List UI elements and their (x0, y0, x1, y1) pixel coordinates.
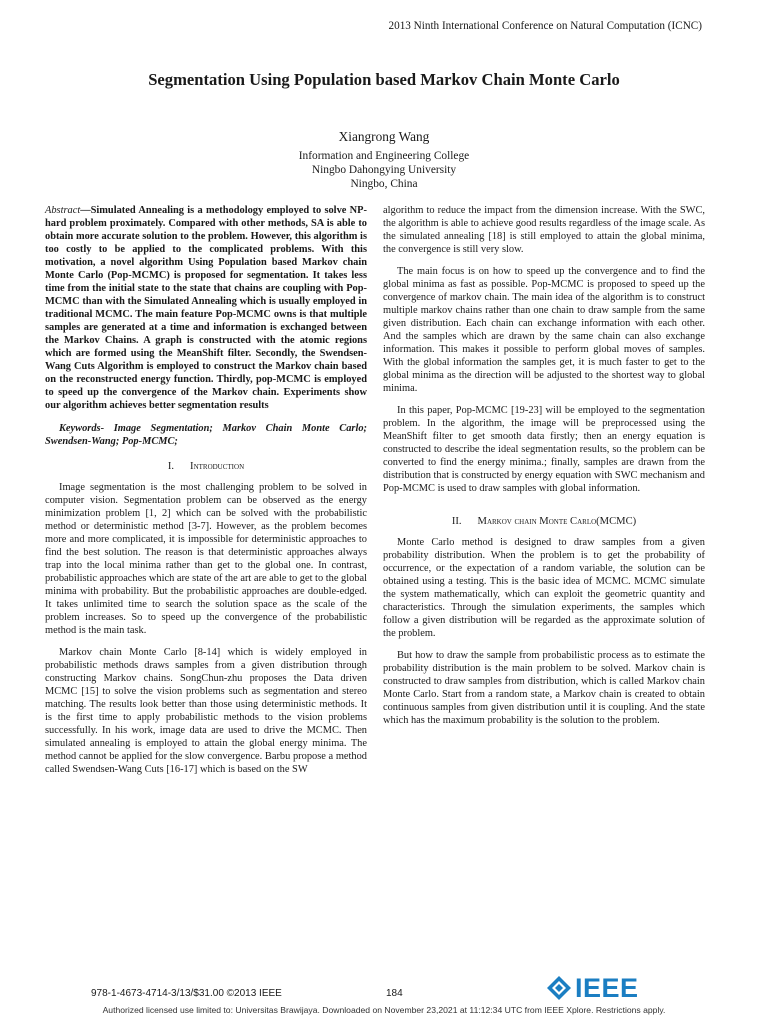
section-heading-introduction (45, 460, 367, 473)
ieee-logo-text: IEEE (575, 972, 639, 1003)
section-heading-mcmc (383, 515, 705, 528)
section-number: I. (167, 461, 175, 472)
body-paragraph: Image segmentation is the most challenging problem to be solved in computer vision. Segmentation problem can be observed as the energy minimization problem [1, 2] which can be solved with the probabilistic method or deterministic method [3-7]. However, as the problem becomes more and more complicated, it is impossible for deterministic approaches to find the best solution. The reason is that deterministic approaches always trap into the local minima rather than get to the global one. In contrast, probabilistic approaches which are state of the art are able to get to the global minima with probability. But the probabilistic approaches are double-edged. It takes unlimited time to search the solution space as the scale of the problem increases. So to speed up the convergence of the probabilistic method is the main task. (45, 482, 367, 636)
abstract (45, 204, 367, 412)
affiliation-line: Ningbo, China (350, 178, 418, 190)
section-title: Markov chain Monte Carlo(MCMC) (477, 516, 637, 527)
abstract-text: —Simulated Annealing is a methodology employed to solve NP-hard problem proximately. Compared with other methods, SA is able to obtain more accurate solution to the problem. However, this algorithm is too costly to be applied to the complicated problems. With this motivation, a novel algorithm Using Population based Markov chain Monte Carlo (Pop-MCMC) is proposed for segmentation. It takes less time from the initial state to the state that chains are coupling with Pop-MCMC than with the Simulated Annealing which is usually employed in traditional MCMC. The main feature Pop-MCMC owns is that multiple samples are generated at a time and information is exchanged between the Markov Chains. A graph is constructed with the atomic regions which are formed using the MeanShift filter. Secondly, the Swendsen-Wang Cuts Algorithm is employed to construct the Markov chain based on the reconstructed energy function. Thirdly, pop-MCMC is employed to speed up the convergence of the Markov chain. Experiments show our algorithm achieves better segmentation results (45, 205, 367, 411)
right-column (383, 204, 705, 736)
page-number: 184 (386, 988, 403, 999)
left-column (45, 204, 367, 785)
paper-title: Segmentation Using Population based Markov Chain Monte Carlo (148, 70, 620, 89)
affiliation (0, 149, 768, 191)
affiliation-line: Ningbo Dahongying University (311, 164, 457, 176)
body-paragraph: Monte Carlo method is designed to draw samples from a given probability distribution. When the problem is to get the probability of occurrence, or the expectation of a random variable, the solution can be obtained using a testing. This is the basic idea of MCMC. MCMC simulate the system mathematically, which can exploit the geometric quantity and characteristics. Through the simulation experiments, the samples which follow a given distribution will be regarded as the approximate solution of the problem. (383, 537, 705, 639)
abstract-label: Abstract (45, 205, 81, 216)
section-title: Introduction (190, 461, 245, 472)
conference-header: 2013 Ninth International Conference on Natural Computation (ICNC) (388, 20, 702, 32)
keywords: Keywords- Image Segmentation; Markov Chain Monte Carlo; Swendsen-Wang; Pop-MCMC; (45, 423, 367, 447)
license-notice: Authorized licensed use limited to: Universitas Brawijaya. Downloaded on November 23,2021 at 11:12:34 UTC from IEEE Xplore. Restrictions apply. (102, 1005, 666, 1015)
body-paragraph: Markov chain Monte Carlo [8-14] which is widely employed in probabilistic methods draws samples from a given distribution through constructing Markov chains. SongChun-zhu proposes the Data driven MCMC [15] to solve the vision problems such as segmentation and stereo matching. The results look better than those using deterministic methods. It is the first time to apply probabilistic methods to the vision problems successfully. In his work, image data are used to drive the MCMC. Then simulated annealing is employed to attain the global energy minima. The method cannot be applied for the slow convergence. Barbu propose a method called Swendsen-Wang Cuts [16-17] which is based on the SW (45, 647, 367, 775)
body-paragraph: In this paper, Pop-MCMC [19-23] will be employed to the segmentation problem. In the algorithm, the image will be preprocessed using the MeanShift filter to get smooth data firstly; then an energy equation is constructed to describe the ideal segmentation results, so the problem can be converted to find the energy minima.; finally, samples are drawn from the distribution that is constructed by energy equation with SWC mechanism and Pop-MCMC is used to draw samples with global information. (383, 405, 705, 494)
isbn-copyright: 978-1-4673-4714-3/13/$31.00 ©2013 IEEE (91, 988, 282, 999)
section-number: II. (451, 516, 462, 527)
body-paragraph: But how to draw the sample from probabilistic process as to estimate the probability distribution is the main problem to be solved. Markov chain is constructed to draw samples from distribution, which is called Markov chain Monte Carlo. Start from a random state, a Markov chain is created to obtain continuous samples from given distribution until it is coupling. And the state which has the maximum probability is the solution to the problem. (383, 650, 705, 726)
ieee-diamond-icon (546, 975, 572, 1001)
ieee-logo (546, 974, 639, 1002)
body-paragraph: algorithm to reduce the impact from the dimension increase. With the SWC, the algorithm is able to achieve good results regardless of the image scale. As the simulated annealing [18] is still employed to attain the global minima, the convergence is still very slow. (383, 205, 706, 255)
author-name: Xiangrong Wang (338, 129, 430, 144)
body-paragraph: The main focus is on how to speed up the convergence and to find the global minima as fast as possible. Pop-MCMC is proposed to speed up the convergence of markov chain. The main idea of the algorithm is to construct multiple markov chains rather than one chain to draw sample from the same given distribution. Each chain can exchange information with each other. And the samples which are drawn by the same chain can also exchange information. This makes it possible to perform global moves of samples. With the global information the samples get, it is much faster to get to the global minima as the direction will be adjusted to the shortest way to global minima. (383, 266, 705, 394)
affiliation-line: Information and Engineering College (298, 150, 470, 162)
